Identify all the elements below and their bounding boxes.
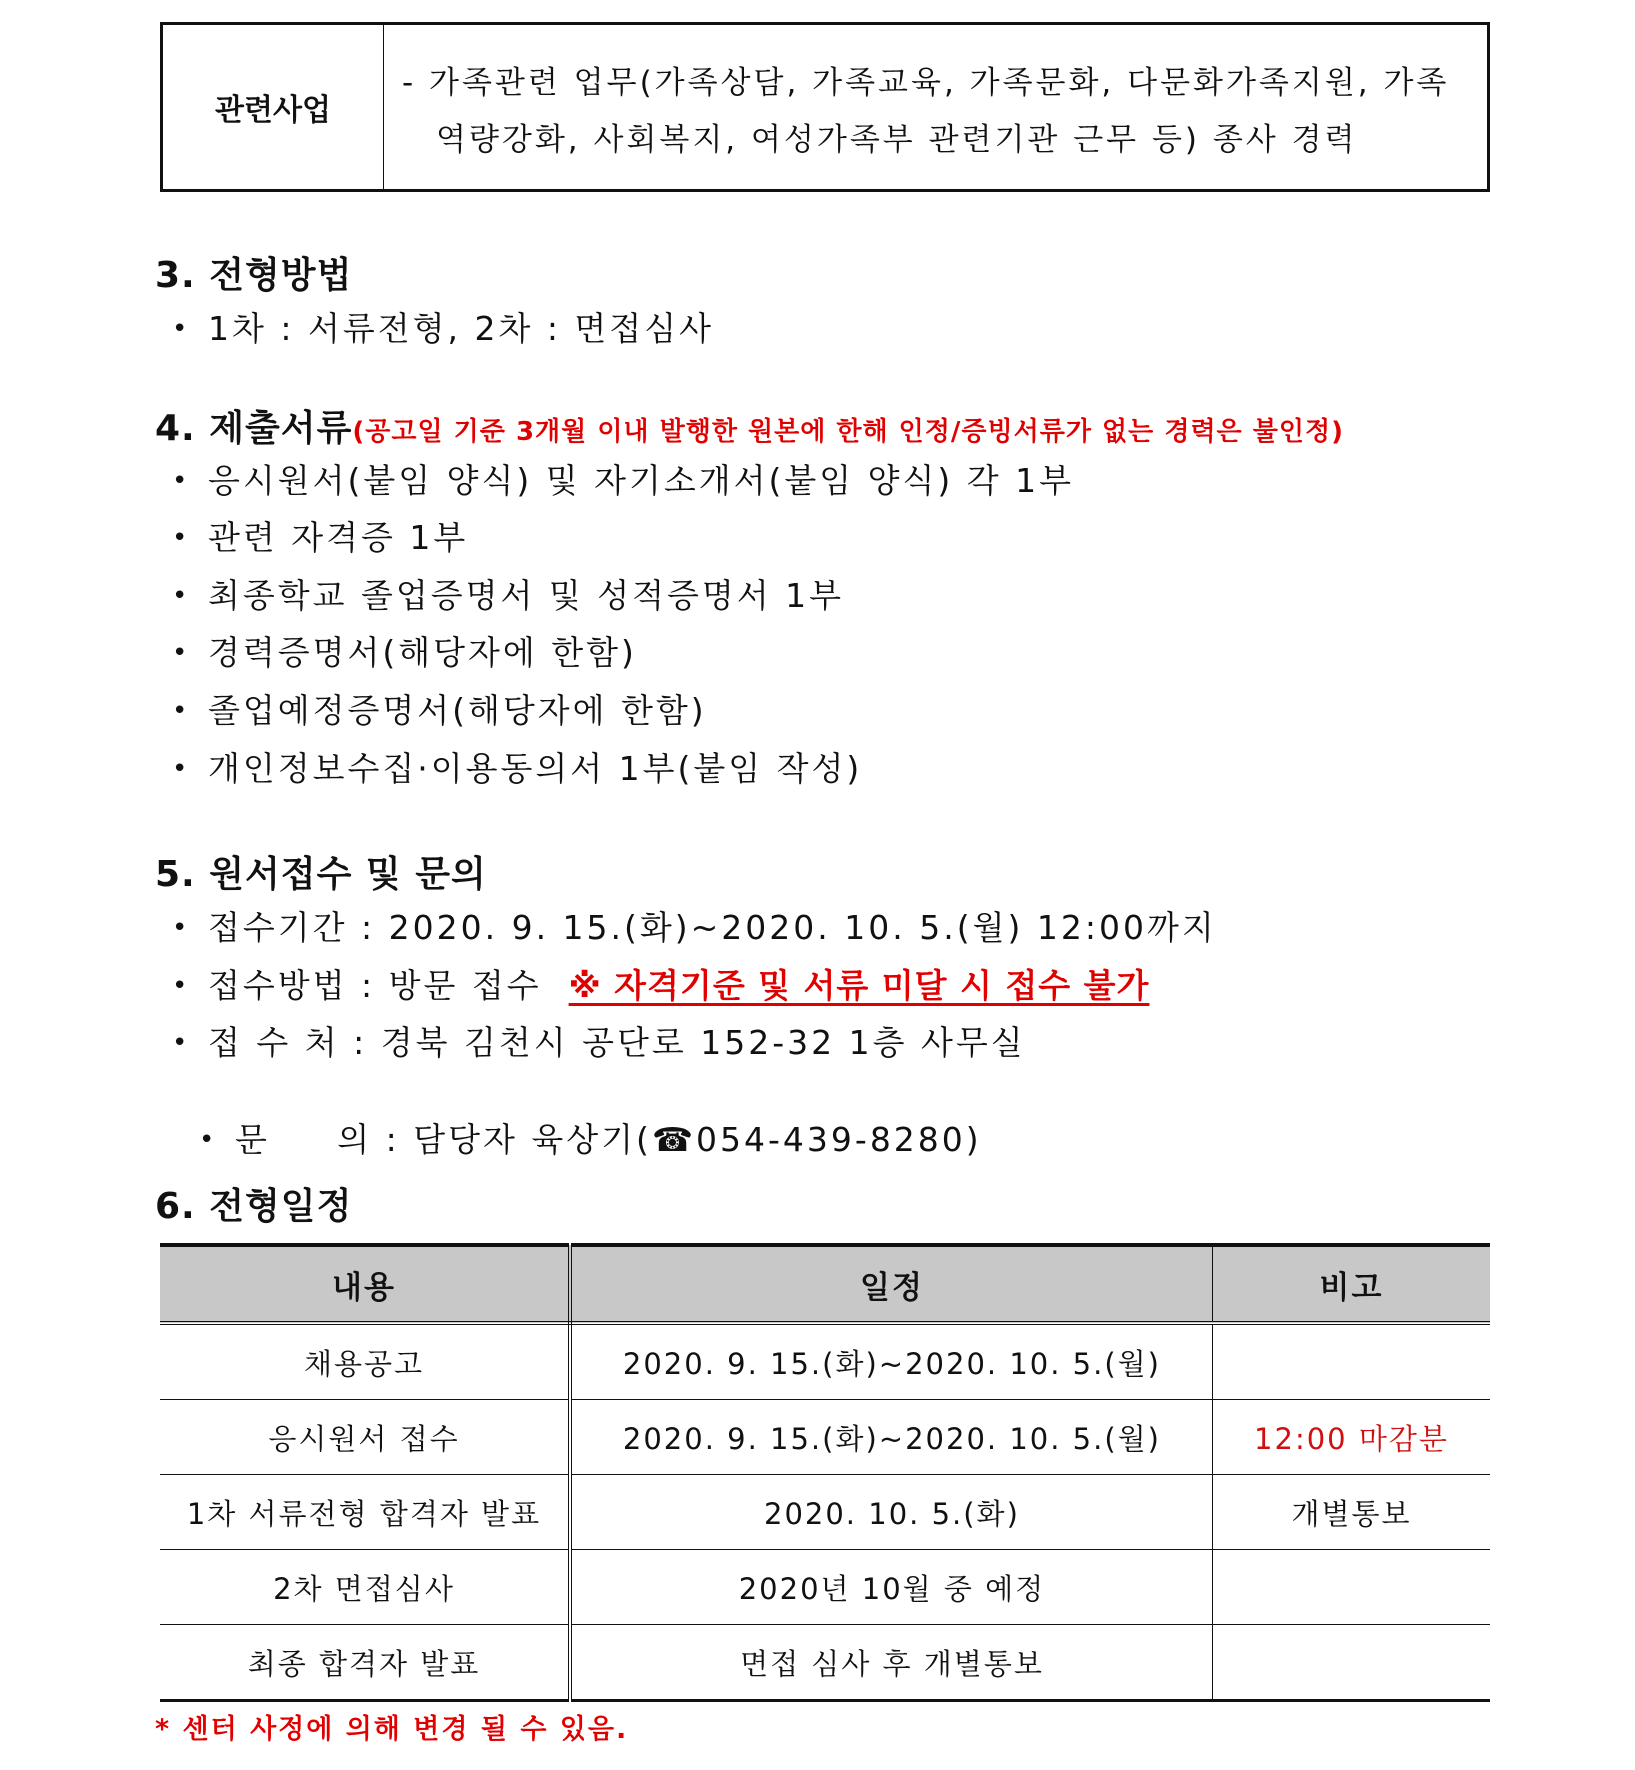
list-item: • 문 의 : 담당자 육상기(☎054-439-8280) — [198, 1120, 982, 1159]
section-4-note: (공고일 기준 3개월 이내 발행한 원본에 한해 인정/증빙서류가 없는 경력은 불인정) — [352, 417, 1344, 447]
table-cell: 최종 합격자 발표 — [160, 1625, 570, 1701]
table-row — [160, 1323, 1490, 1400]
bullet-icon: • — [172, 638, 191, 668]
list-item: • 경력증명서(해당자에 한함) — [172, 633, 637, 672]
table-row — [160, 1400, 1490, 1475]
related-business-content — [384, 25, 1487, 189]
list-item: • 1차 : 서류전형, 2차 : 면접심사 — [172, 309, 714, 348]
bullet-icon: • — [172, 754, 191, 784]
table-cell — [1212, 1323, 1490, 1400]
table-cell: 2020년 10월 중 예정 — [570, 1550, 1213, 1625]
submission-warning: ※ 자격기준 및 서류 미달 시 접수 불가 — [568, 966, 1150, 1005]
related-business-label: 관련사업 — [163, 25, 384, 189]
list-item: • 접수방법 : 방문 접수 ※ 자격기준 및 서류 미달 시 접수 불가 — [172, 966, 1150, 1005]
schedule-table — [160, 1243, 1490, 1702]
table-cell: 2020. 9. 15.(화)~2020. 10. 5.(월) — [570, 1323, 1213, 1400]
table-cell: 1차 서류전형 합격자 발표 — [160, 1475, 570, 1550]
schedule-footnote: * 센터 사정에 의해 변경 될 수 있음. — [155, 1714, 629, 1745]
table-cell — [1212, 1625, 1490, 1701]
related-business-line: 역량강화, 사회복지, 여성가족부 관련기관 근무 등) 종사 경력 — [436, 122, 1358, 158]
related-business-line: - 가족관련 업무(가족상담, 가족교육, 가족문화, 다문화가족지원, 가족 — [402, 65, 1450, 101]
table-cell: 응시원서 접수 — [160, 1400, 570, 1475]
table-cell: 12:00 마감분 — [1212, 1400, 1490, 1475]
table-cell: 채용공고 — [160, 1323, 570, 1400]
table-cell: 2020. 10. 5.(화) — [570, 1475, 1213, 1550]
section-6-title: 6. 전형일정 — [155, 1186, 353, 1227]
column-header: 일정 — [570, 1245, 1213, 1323]
table-row — [160, 1625, 1490, 1701]
list-item: • 개인정보수집·이용동의서 1부(붙임 작성) — [172, 749, 863, 788]
related-business-table — [160, 22, 1490, 192]
bullet-icon: • — [172, 581, 191, 611]
list-item: • 접수기간 : 2020. 9. 15.(화)~2020. 10. 5.(월) 12:00까지 — [172, 908, 1217, 947]
table-cell: 2020. 9. 15.(화)~2020. 10. 5.(월) — [570, 1400, 1213, 1475]
section-5-title: 5. 원서접수 및 문의 — [155, 854, 487, 895]
column-header: 내용 — [160, 1245, 570, 1323]
list-item: • 관련 자격증 1부 — [172, 518, 469, 557]
table-cell — [1212, 1550, 1490, 1625]
bullet-icon: • — [198, 1125, 218, 1155]
list-item: • 최종학교 졸업증명서 및 성적증명서 1부 — [172, 576, 845, 615]
list-item: • 접 수 처 : 경북 김천시 공단로 152-32 1층 사무실 — [172, 1023, 1026, 1062]
table-header-row — [160, 1245, 1490, 1323]
bullet-icon: • — [172, 971, 191, 1001]
table-cell: 개별통보 — [1212, 1475, 1490, 1550]
bullet-icon: • — [172, 913, 191, 943]
bullet-icon: • — [172, 314, 191, 344]
list-item: • 졸업예정증명서(해당자에 한함) — [172, 691, 707, 730]
table-cell: 2차 면접심사 — [160, 1550, 570, 1625]
bullet-icon: • — [172, 466, 191, 496]
section-3-title: 3. 전형방법 — [155, 255, 353, 296]
table-cell: 면접 심사 후 개별통보 — [570, 1625, 1213, 1701]
bullet-icon: • — [172, 696, 191, 726]
table-row — [160, 1475, 1490, 1550]
bullet-icon: • — [172, 1028, 191, 1058]
table-row — [160, 1550, 1490, 1625]
section-4-title: 4. 제출서류(공고일 기준 3개월 이내 발행한 원본에 한해 인정/증빙서류가 없는 경력은 불인정) — [155, 408, 1344, 449]
bullet-icon: • — [172, 523, 191, 553]
list-item: • 응시원서(붙임 양식) 및 자기소개서(붙임 양식) 각 1부 — [172, 461, 1074, 500]
column-header: 비고 — [1212, 1245, 1490, 1323]
